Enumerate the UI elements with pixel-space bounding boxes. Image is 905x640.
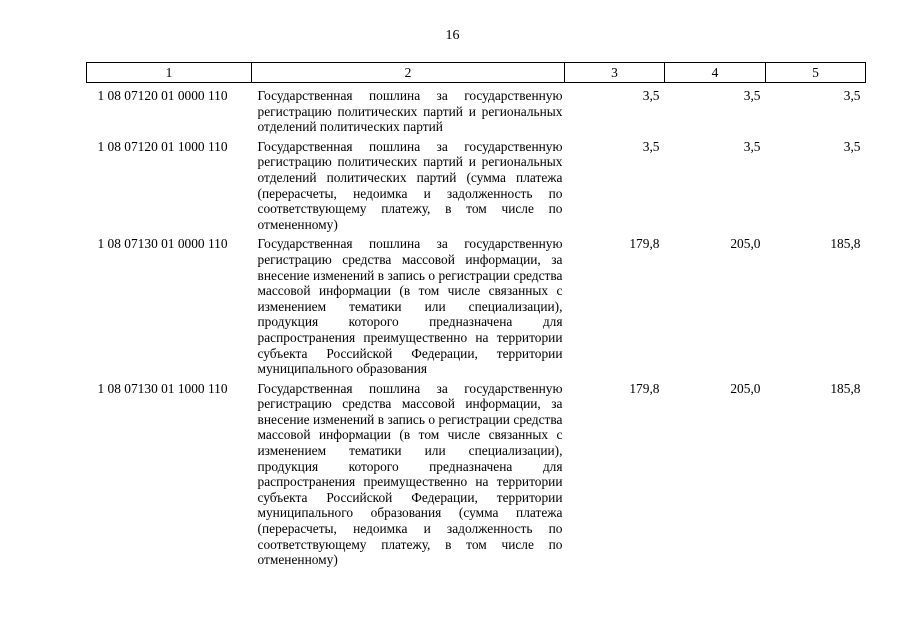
row-code: 1 08 07130 01 1000 110 [97,380,228,396]
header-row [87,63,866,83]
row-value-col3: 179,8 [629,380,660,396]
row-code: 1 08 07130 01 0000 110 [97,236,228,252]
row-description: Государственная пошлина за государственную регистрацию политических партий и региональных отделений политических партий [257,88,563,135]
header-col-5: 5 [766,63,866,83]
page-number: 16 [445,28,460,43]
row-value-col5: 3,5 [843,88,861,103]
table-body [87,83,866,572]
row-value-col4: 205,0 [730,380,761,396]
row-description: Государственная пошлина за государственную регистрацию средства массовой информации, за внесение изменений в запись о регистрации средства массовой информации (в том числе связанных с изменением тематики или специализации), продукция которого предназначена для распространения преимущественно на территории субъекта Российской Федерации, территории муниципального образования [257,236,563,377]
row-value-col4: 205,0 [730,236,761,252]
header-col-2: 2 [252,63,565,83]
table-header [87,63,866,83]
header-col-4: 4 [665,63,766,83]
row-value-col5: 3,5 [843,138,861,154]
table-row [87,381,866,572]
row-value-col3: 3,5 [642,88,660,103]
row-value-col5: 185,8 [830,380,861,396]
row-code: 1 08 07120 01 1000 110 [97,138,228,154]
row-description: Государственная пошлина за государственную регистрацию средства массовой информации, за внесение изменений в запись о регистрации средства массовой информации (в том числе связанных с изменением тематики или специализации), продукция которого предназначена для распространения преимущественно на территории субъекта Российской Федерации, территории муниципального образования (сумма платежа (перерасчеты, недоимка и задолженность по соответствующему платежу, в том числе по отмененному) [257,380,563,568]
table-row [87,139,866,237]
row-value-col3: 3,5 [642,138,660,154]
row-value-col3: 179,8 [629,236,660,252]
header-col-1: 1 [87,63,252,83]
table-row [87,236,866,380]
row-value-col4: 3,5 [743,88,761,103]
table-row [87,83,866,139]
header-col-3: 3 [565,63,665,83]
row-value-col5: 185,8 [830,236,861,252]
row-code: 1 08 07120 01 0000 110 [97,88,228,103]
budget-table [86,62,866,572]
row-description: Государственная пошлина за государственную регистрацию политических партий и региональных отделений политических партий (сумма платежа (перерасчеты, недоимка и задолженность по соответствующему платежу, в том числе по отмененному) [257,138,563,232]
row-value-col4: 3,5 [743,138,761,154]
